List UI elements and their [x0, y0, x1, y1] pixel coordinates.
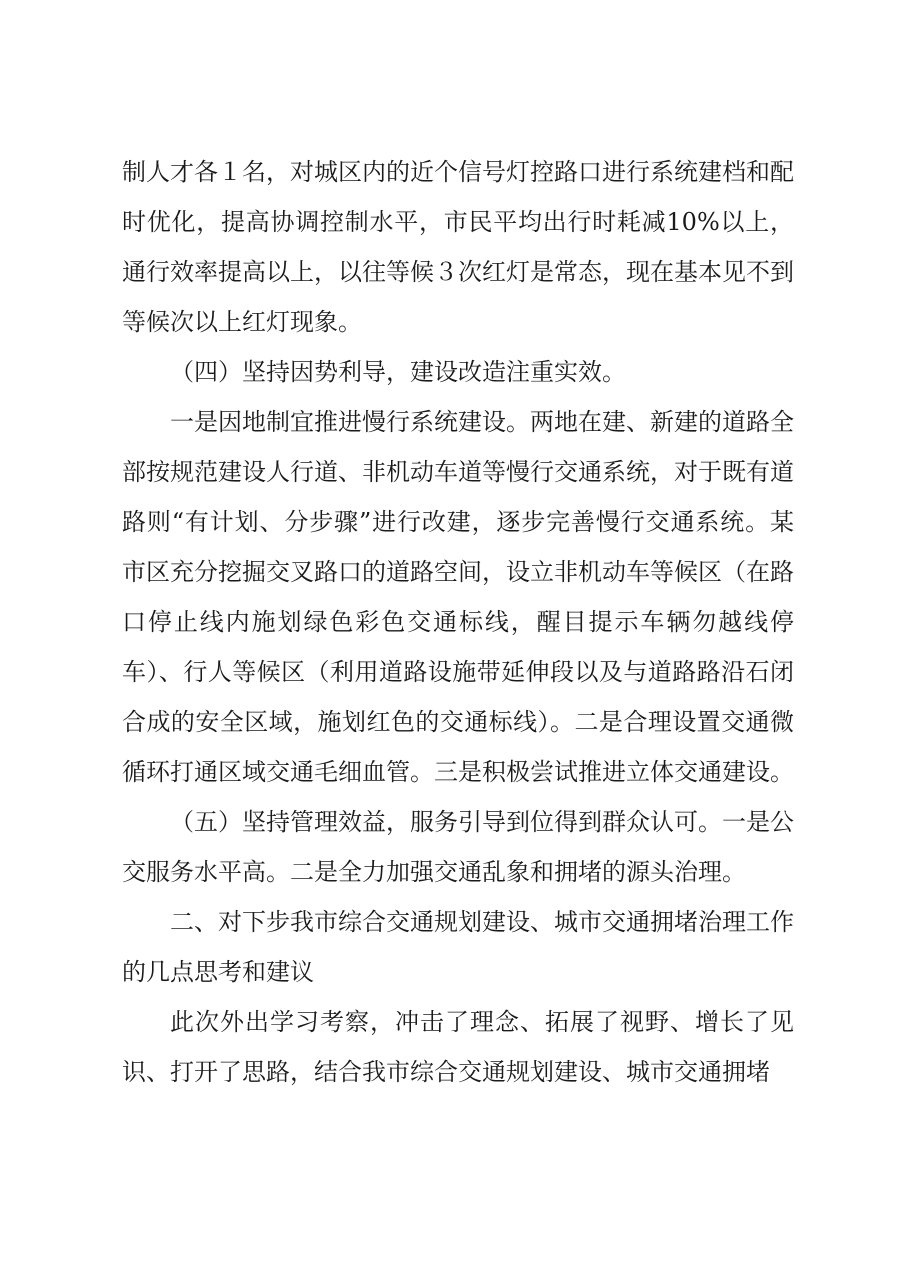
paragraph-study-reflection: 此次外出学习考察，冲击了理念、拓展了视野、增长了见识、打开了思路，结合我市综合交通规划建设、城市交通拥堵: [122, 1008, 794, 1086]
section-heading-five: （五）坚持管理效益，服务引导到位得到群众认可。一是公交服务水平高。二是全力加强交通乱象和拥堵的源头治理。: [122, 808, 794, 886]
document-body: [122, 147, 794, 1097]
paragraph-slow-traffic: 一是因地制宜推进慢行系统建设。两地在建、新建的道路全部按规范建设人行道、非机动车道等慢行交通系统，对于既有道路则“有计划、分步骤”进行改建，逐步完善慢行交通系统。某市区充分挖掘交叉路口的道路空间，设立非机动车等候区（在路口停止线内施划绿色彩色交通标线，醒目提示车辆勿越线停车）、行人等候区（利用道路设施带延伸段以及与道路路沿石闭合成的安全区域，施划红色的交通标线）。二是合理设置交通微循环打通区域交通毛细血管。三是积极尝试推进立体交通建设。: [122, 408, 794, 786]
paragraph-continuation: 制人才各１名，对城区内的近个信号灯控路口进行系统建档和配时优化，提高协调控制水平，市民平均出行时耗减10%以上，通行效率提高以上，以往等候３次红灯是常态，现在基本见不到等候次以上红灯现象。: [122, 158, 794, 336]
section-heading-two: 二、对下步我市综合交通规划建设、城市交通拥堵治理工作的几点思考和建议: [122, 908, 794, 986]
section-heading-four: （四）坚持因势利导，建设改造注重实效。: [170, 358, 626, 386]
